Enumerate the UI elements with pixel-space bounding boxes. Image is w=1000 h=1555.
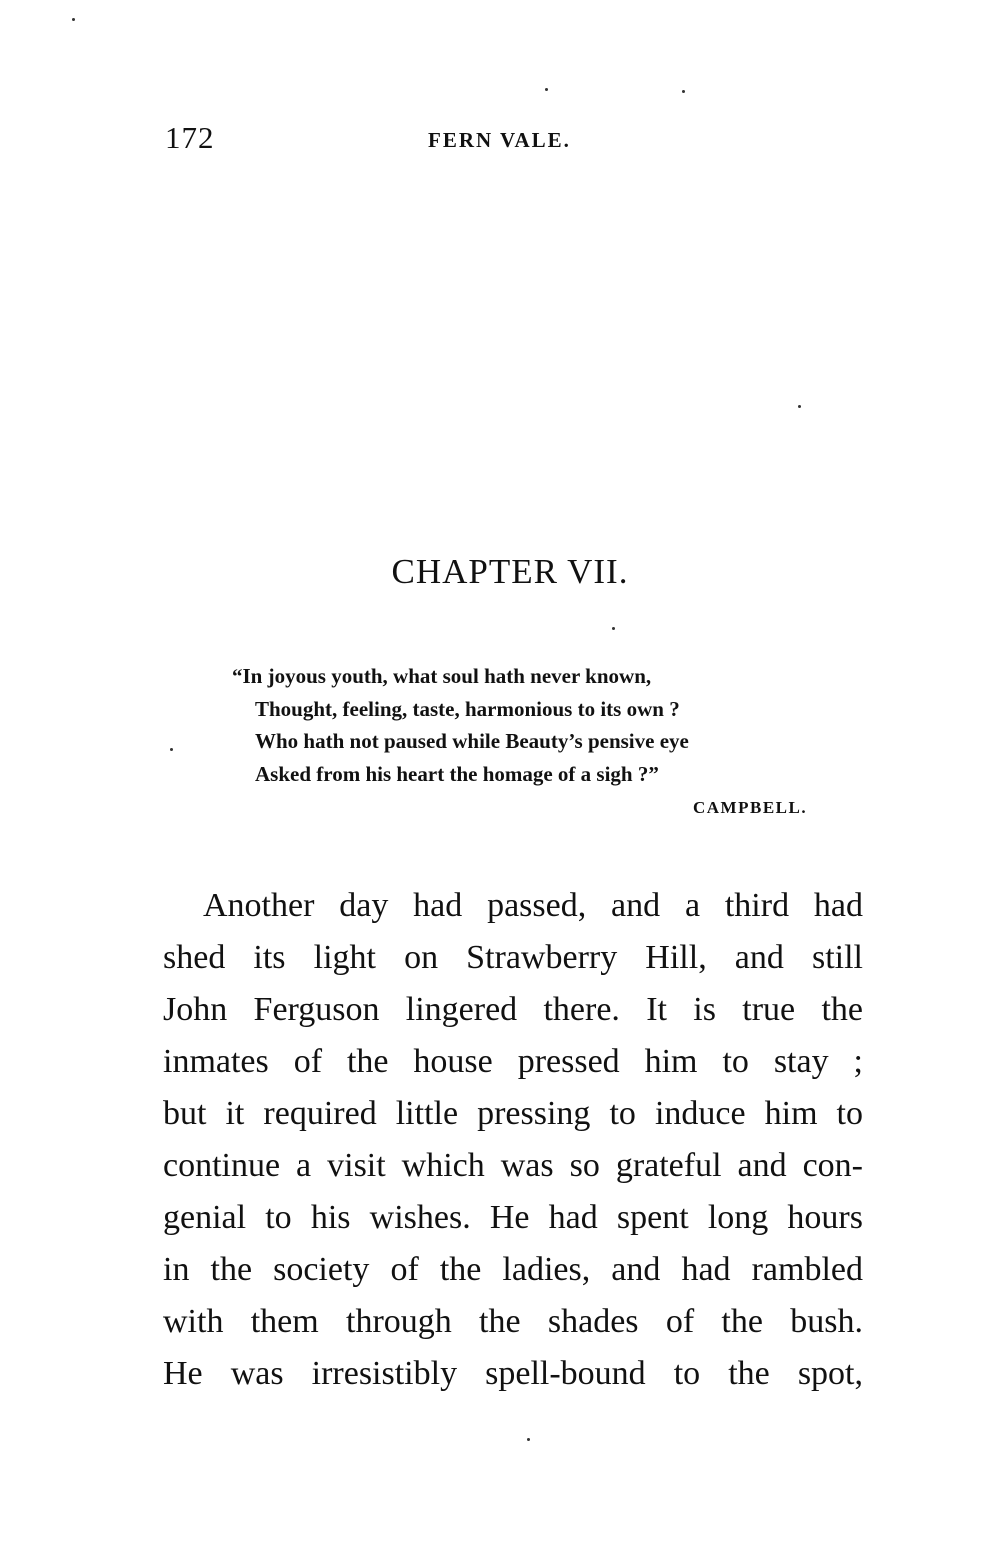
epigraph: [232, 660, 832, 790]
running-title: FERN VALE.: [428, 128, 571, 152]
body-line: genial to his wishes. He had spent long hours: [163, 1199, 863, 1236]
scan-speck: [798, 405, 801, 408]
scan-speck: [612, 627, 615, 630]
body-line: continue a visit which was so grateful and con-: [163, 1147, 863, 1184]
body-paragraph: [163, 880, 863, 1400]
body-line: John Ferguson lingered there. It is true the: [163, 991, 863, 1028]
body-line: but it required little pressing to induce him to: [163, 1095, 863, 1132]
epigraph-attribution: CAMPBELL.: [693, 798, 808, 817]
epigraph-line: Asked from his heart the homage of a sigh ?”: [255, 761, 659, 786]
body-line: He was irresistibly spell-bound to the spot,: [163, 1355, 863, 1392]
body-line: with them through the shades of the bush.: [163, 1303, 863, 1340]
body-line: shed its light on Strawberry Hill, and still: [163, 939, 863, 976]
scan-speck: [170, 748, 173, 751]
page-number: 172: [165, 120, 215, 155]
scan-speck: [545, 88, 548, 91]
body-line: in the society of the ladies, and had rambled: [163, 1251, 863, 1288]
scan-speck: [527, 1438, 530, 1441]
body-line: inmates of the house pressed him to stay ;: [163, 1043, 863, 1080]
epigraph-line: “In joyous youth, what soul hath never known,: [232, 664, 652, 688]
epigraph-line: Who hath not paused while Beauty’s pensive eye: [255, 729, 689, 753]
epigraph-line: Thought, feeling, taste, harmonious to its own ?: [255, 696, 680, 721]
body-line: Another day had passed, and a third had: [203, 887, 863, 924]
chapter-title-text: CHAPTER VII.: [391, 552, 629, 591]
scan-speck: [72, 18, 75, 21]
scan-speck: [682, 90, 685, 93]
chapter-title: [0, 552, 1000, 592]
